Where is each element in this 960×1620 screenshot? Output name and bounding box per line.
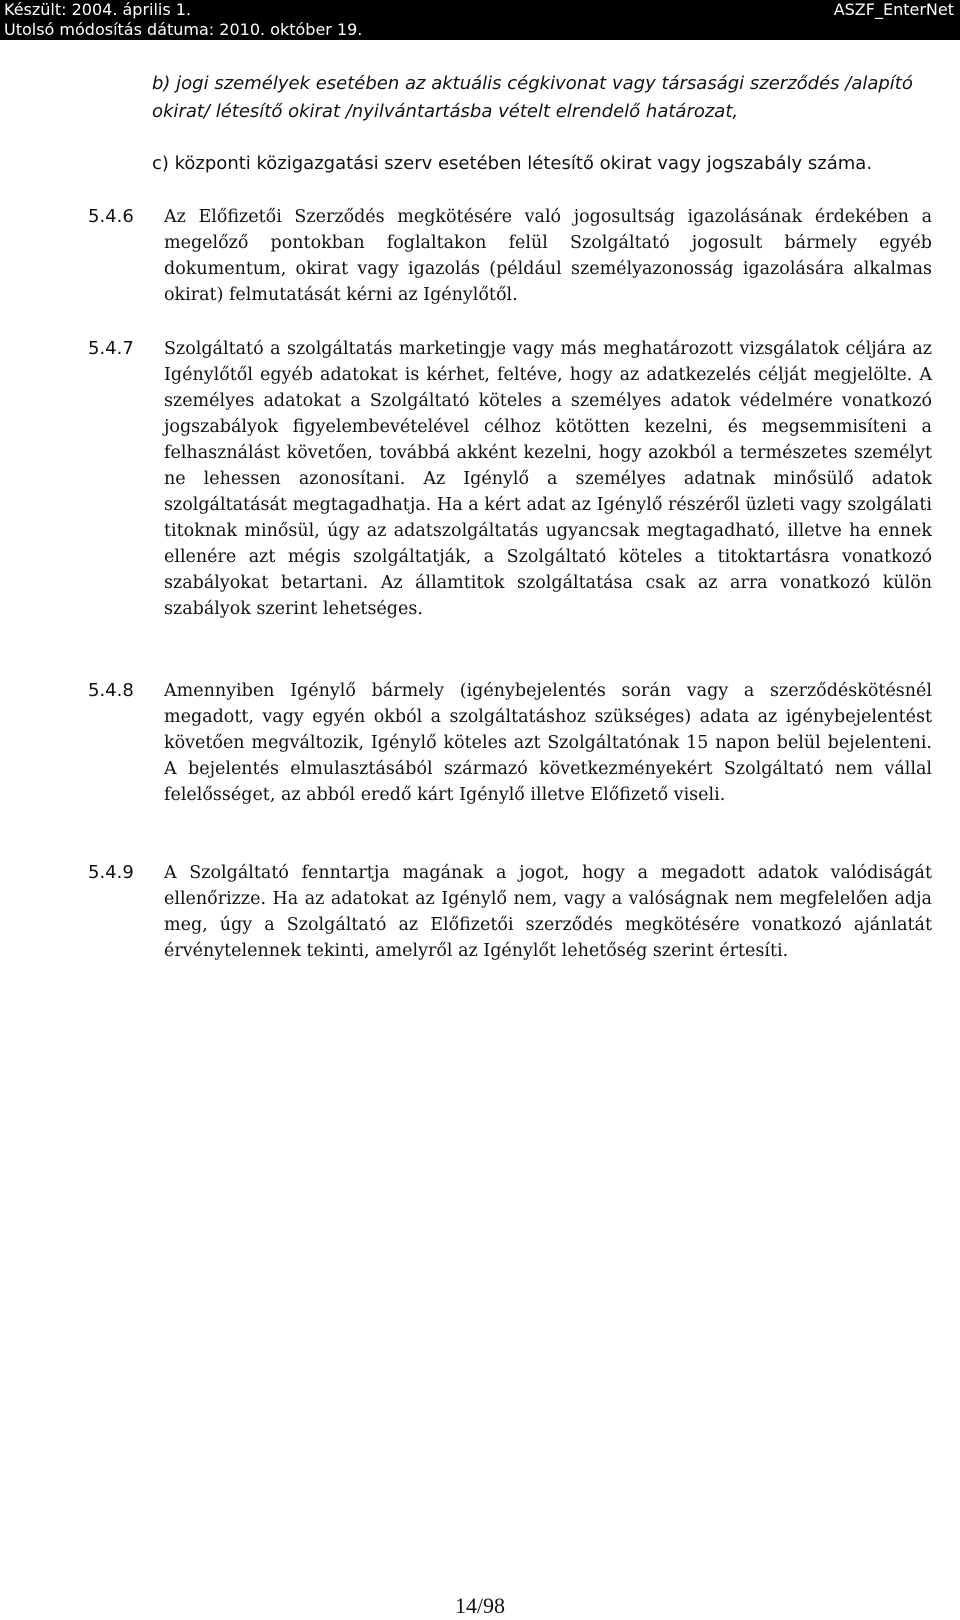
page-number: 14/98	[454, 1593, 506, 1618]
section-number: 5.4.7	[88, 338, 134, 359]
section-number: 5.4.6	[88, 206, 134, 227]
header-doc-id	[834, 0, 954, 20]
section-text: Amennyiben Igénylő bármely (igénybejelentés során vagy a szerződéskötésnél megadott, vagy egyén okból a szolgáltatáshoz szükséges) adata az igénybejelentést követően megváltozik, Igénylő köteles azt Szolgáltatónak 15 napon belül bejelenteni. A bejelentés elmulasztásából származó következményekért Szolgáltató nem vállal felelősséget, az abból eredő kárt Igénylő illetve Előfizető viseli.	[164, 681, 932, 805]
section-number: 5.4.8	[88, 680, 134, 701]
document-header	[0, 0, 960, 40]
intro-item-b: b) jogi személyek esetében az aktuális cégkivonat vagy társasági szerződés /alapító okirat/ létesítő okirat /nyilvántartásba vételt elrendelő határozat,	[152, 73, 913, 122]
created-date: Készült: 2004. április 1.	[4, 0, 192, 19]
intro-item-c: c) központi közigazgatási szerv esetében létesítő okirat vagy jogszabály száma.	[152, 153, 873, 174]
section-text: Szolgáltató a szolgáltatás marketingje vagy más meghatározott vizsgálatok céljára az Igénylőtől egyéb adatokat is kérhet, feltéve, hogy az adatkezelés célját megjelölte. A személyes adatokat a Szolgáltató köteles a személyes adatok védelmére vonatkozó jogszabályok figyelembevételével célhoz kötötten kezelni, és megsemmisíteni a felhasználást követően, továbbá akként kezelni, hogy azokból a természetes személyt ne lehessen azonosítani. Az Igénylő a személyes adatnak minősülő adatok szolgáltatását megtagadhatja. Ha a kért adat az Igénylő részéről üzleti vagy szolgálati titoknak minősül, úgy az adatszolgáltatás ugyancsak megtagadható, illetve ha ennek ellenére azt mégis szolgáltatják, a Szolgáltató köteles a titoktartásra vonatkozó szabályokat betartani. Az államtitok szolgáltatása csak az arra vonatkozó külön szabályok szerint lehetséges.	[164, 339, 932, 619]
header-dates	[4, 0, 362, 40]
modified-date: Utolsó módosítás dátuma: 2010. október 19.	[4, 20, 363, 39]
document-id: ASZF_EnterNet	[833, 0, 954, 19]
section-text: A Szolgáltató fenntartja magának a jogot, hogy a megadott adatok valódiságát ellenőrizze. Ha az adatokat az Igénylő nem, vagy a valóságnak nem megfelelően adja meg, úgy a Szolgáltató az Előfizetői szerződés megkötésére vonatkozó ajánlatát érvénytelennek tekinti, amelyről az Igénylőt lehetőség szerint értesíti.	[164, 863, 932, 961]
section-number: 5.4.9	[88, 862, 134, 883]
section-text: Az Előfizetői Szerződés megkötésére való jogosultság igazolásának érdekében a megelőző pontokban foglaltakon felül Szolgáltató jogosult bármely egyéb dokumentum, okirat vagy igazolás (például személyazonosság igazolására alkalmas okirat) felmutatását kérni az Igénylőtől.	[164, 207, 932, 305]
